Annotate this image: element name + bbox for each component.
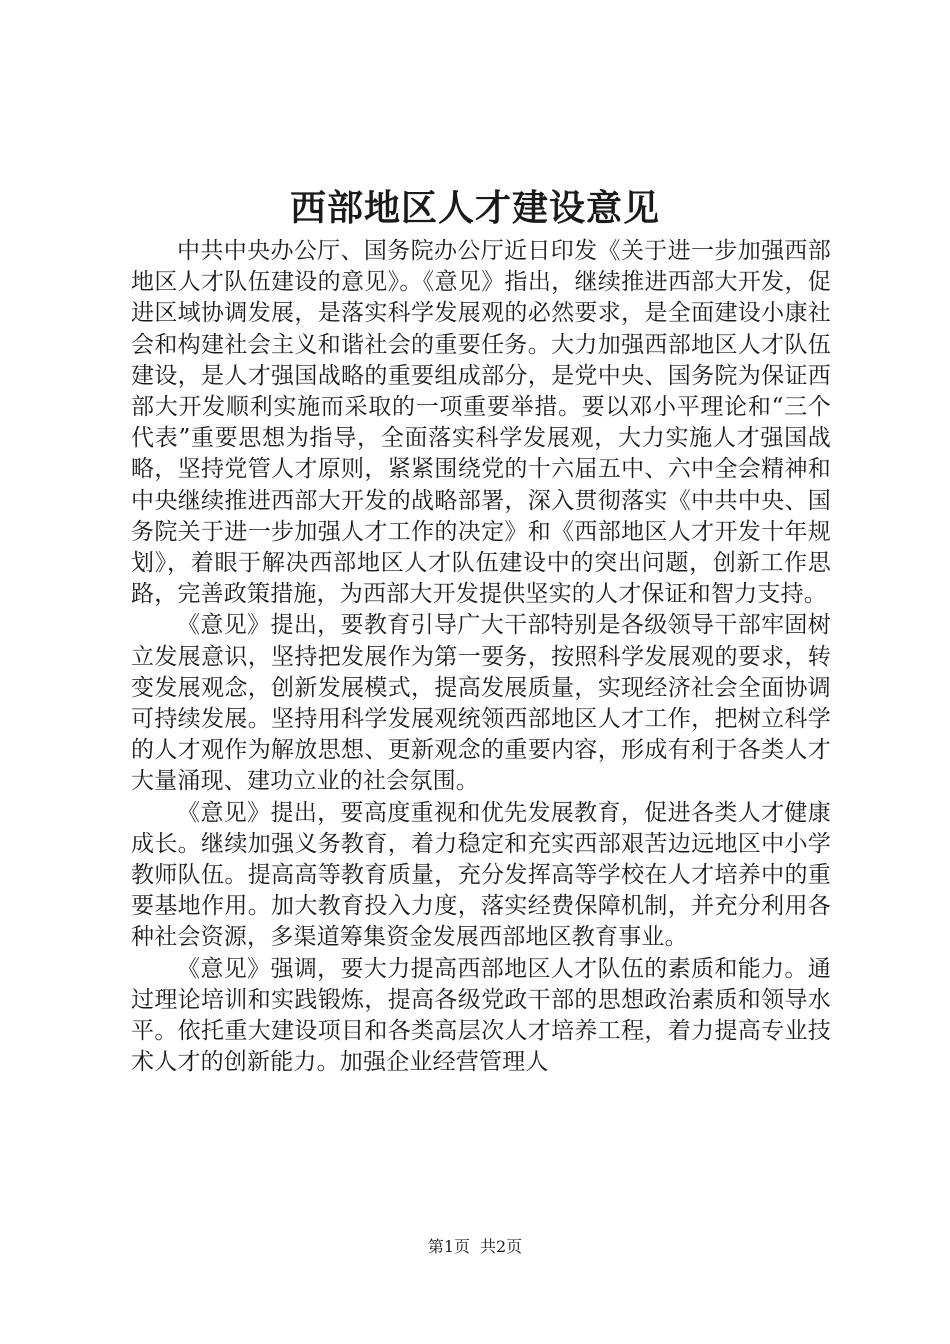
page-footer (0, 1236, 950, 1258)
paragraph: 《意见》强调，要大力提高西部地区人才队伍的素质和能力。通过理论培训和实践锻炼，提高各级党政干部的思想政治素质和领导水平。依托重大建设项目和各类高层次人才培养工程，着力提高专业技术人才的创新能力。加强企业经营管理人 (131, 955, 831, 1076)
paragraph: 《意见》提出，要高度重视和优先发展教育，促进各类人才健康成长。继续加强义务教育，着力稳定和充实西部艰苦边远地区中小学教师队伍。提高高等教育质量，充分发挥高等学校在人才培养中的重要基地作用。加大教育投入力度，落实经费保障机制，并充分利用各种社会资源，多渠道筹集资金发展西部地区教育事业。 (131, 799, 831, 951)
paragraph: 《意见》提出，要教育引导广大干部特别是各级领导干部牢固树立发展意识，坚持把发展作为第一要务，按照科学发展观的要求，转变发展观念，创新发展模式，提高发展质量，实现经济社会全面协调可持续发展。坚持用科学发展观统领西部地区人才工作，把树立科学的人才观作为解放思想、更新观念的重要内容，形成有利于各类人才大量涌现、建功立业的社会氛围。 (131, 612, 831, 795)
page-number: 第1页 (427, 1237, 470, 1256)
paragraph: 中共中央办公厅、国务院办公厅近日印发《关于进一步加强西部地区人才队伍建设的意见》。《意见》指出，继续推进西部大开发，促进区域协调发展，是落实科学发展观的必然要求，是全面建设小康社会和构建社会主义和谐社会的重要任务。大力加强西部地区人才队伍建设，是人才强国战略的重要组成部分，是党中央、国务院为保证西部大开发顺利实施而采取的一项重要举措。要以邓小平理论和“三个代表”重要思想为指导，全面落实科学发展观，大力实施人才强国战略，坚持党管人才原则，紧紧围绕党的十六届五中、六中全会精神和中央继续推进西部大开发的战略部署，深入贯彻落实《中共中央、国务院关于进一步加强人才工作的决定》和《西部地区人才开发十年规划》，着眼于解决西部地区人才队伍建设中的突出问题，创新工作思路，完善政策措施，为西部大开发提供坚实的人才保证和智力支持。 (131, 238, 831, 608)
page-total: 共2页 (480, 1237, 523, 1256)
document-body (131, 236, 831, 1078)
document-title: 西部地区人才建设意见 (289, 187, 660, 229)
